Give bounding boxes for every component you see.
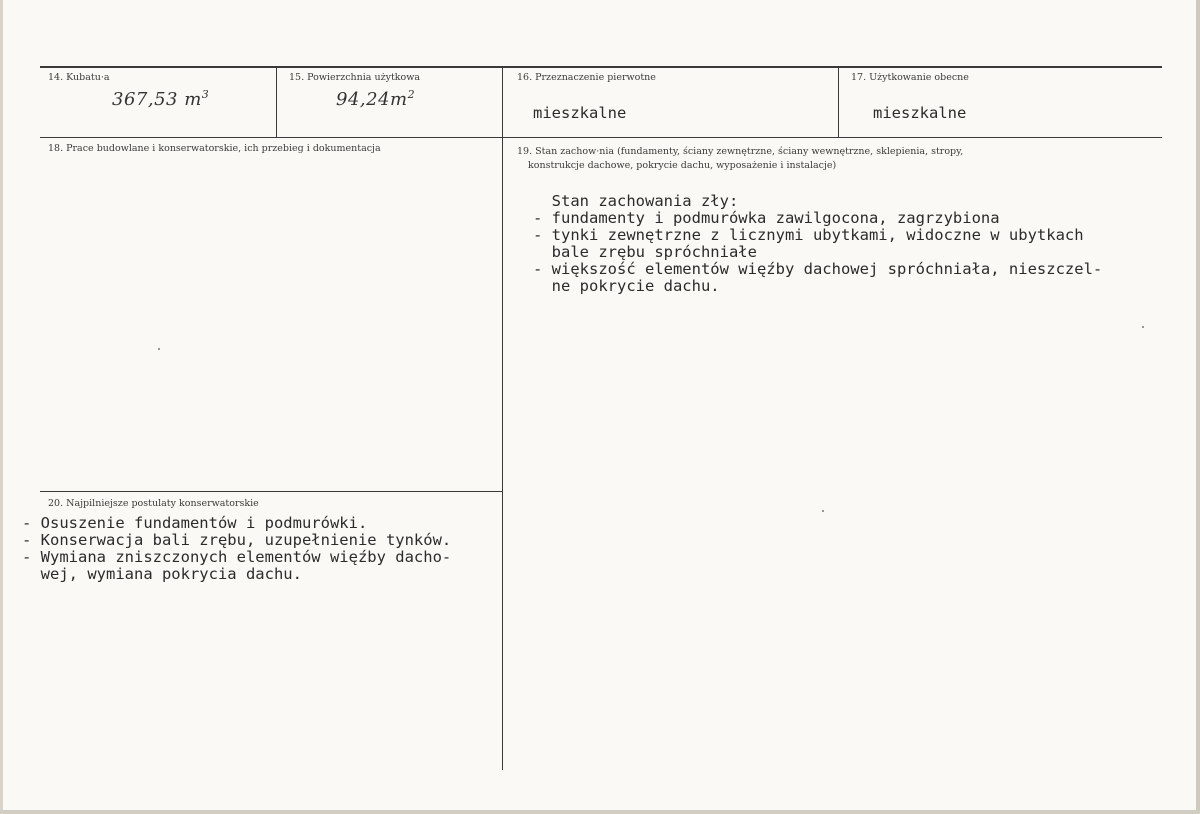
field-19-line: ne pokrycie dachu. xyxy=(533,277,720,295)
card-edge-right xyxy=(1196,0,1200,814)
field-15-unit: m xyxy=(390,89,408,110)
field-16-value: mieszkalne xyxy=(533,104,627,122)
field-19-label-line1: 19. Stan zachow·nia (fundamenty, ściany zewnętrzne, ściany wewnętrzne, sklepienia, stropy, xyxy=(517,146,964,157)
field-16-label: 16. Przeznaczenie pierwotne xyxy=(517,72,656,83)
col-divider-1 xyxy=(276,66,277,138)
field-19-label-line2: konstrukcje dachowe, pokrycie dachu, wyposażenie i instalacje) xyxy=(528,160,837,171)
field-20-line: wej, wymiana pokrycia dachu. xyxy=(22,565,302,583)
field-19-line: - tynki zewnętrzne z licznymi ubytkami, widoczne w ubytkach xyxy=(533,226,1084,244)
field-15-number: 94,24 xyxy=(336,89,391,110)
field-20-line: - Wymiana zniszczonych elementów więźby dacho- xyxy=(22,548,452,566)
field-14-number: 367,53 xyxy=(112,89,178,110)
field-14-label: 14. Kubatu·a xyxy=(48,72,110,83)
row-divider xyxy=(40,137,1162,138)
field-19-text xyxy=(533,193,1102,295)
field-20-line: - Osuszenie fundamentów i podmurówki. xyxy=(22,514,368,532)
top-rule xyxy=(40,66,1162,68)
field-18-label: 18. Prace budowlane i konserwatorskie, ich przebieg i dokumentacja xyxy=(48,143,381,154)
field-20-text xyxy=(22,515,451,583)
paper-speck xyxy=(822,510,824,512)
card-edge-left xyxy=(0,0,3,814)
field-19-line: - większość elementów więźby dachowej spróchniała, nieszczel- xyxy=(533,260,1103,278)
field-14-value xyxy=(112,88,209,110)
field-19-line: Stan zachowania zły: xyxy=(533,192,739,210)
field-15-value xyxy=(336,88,415,110)
field-17-value: mieszkalne xyxy=(873,104,967,122)
field-20-line: - Konserwacja bali zrębu, uzupełnienie tynków. xyxy=(22,531,452,549)
card-edge-bottom xyxy=(0,810,1200,814)
field-17-label: 17. Użytkowanie obecne xyxy=(851,72,969,83)
col-divider-3 xyxy=(838,66,839,138)
field-15-exponent: 2 xyxy=(407,88,416,101)
field-19-line: bale zrębu spróchniałe xyxy=(533,243,757,261)
col-divider-2 xyxy=(502,66,503,770)
field-20-label: 20. Najpilniejsze postulaty konserwatorskie xyxy=(48,498,259,509)
paper-speck xyxy=(158,348,160,350)
field-15-label: 15. Powierzchnia użytkowa xyxy=(289,72,421,83)
field-14-unit: m xyxy=(184,89,202,110)
section-20-rule xyxy=(40,491,502,492)
paper-speck xyxy=(1142,326,1144,328)
field-19-line: - fundamenty i podmurówka zawilgocona, zagrzybiona xyxy=(533,209,1000,227)
field-14-exponent: 3 xyxy=(201,88,210,101)
